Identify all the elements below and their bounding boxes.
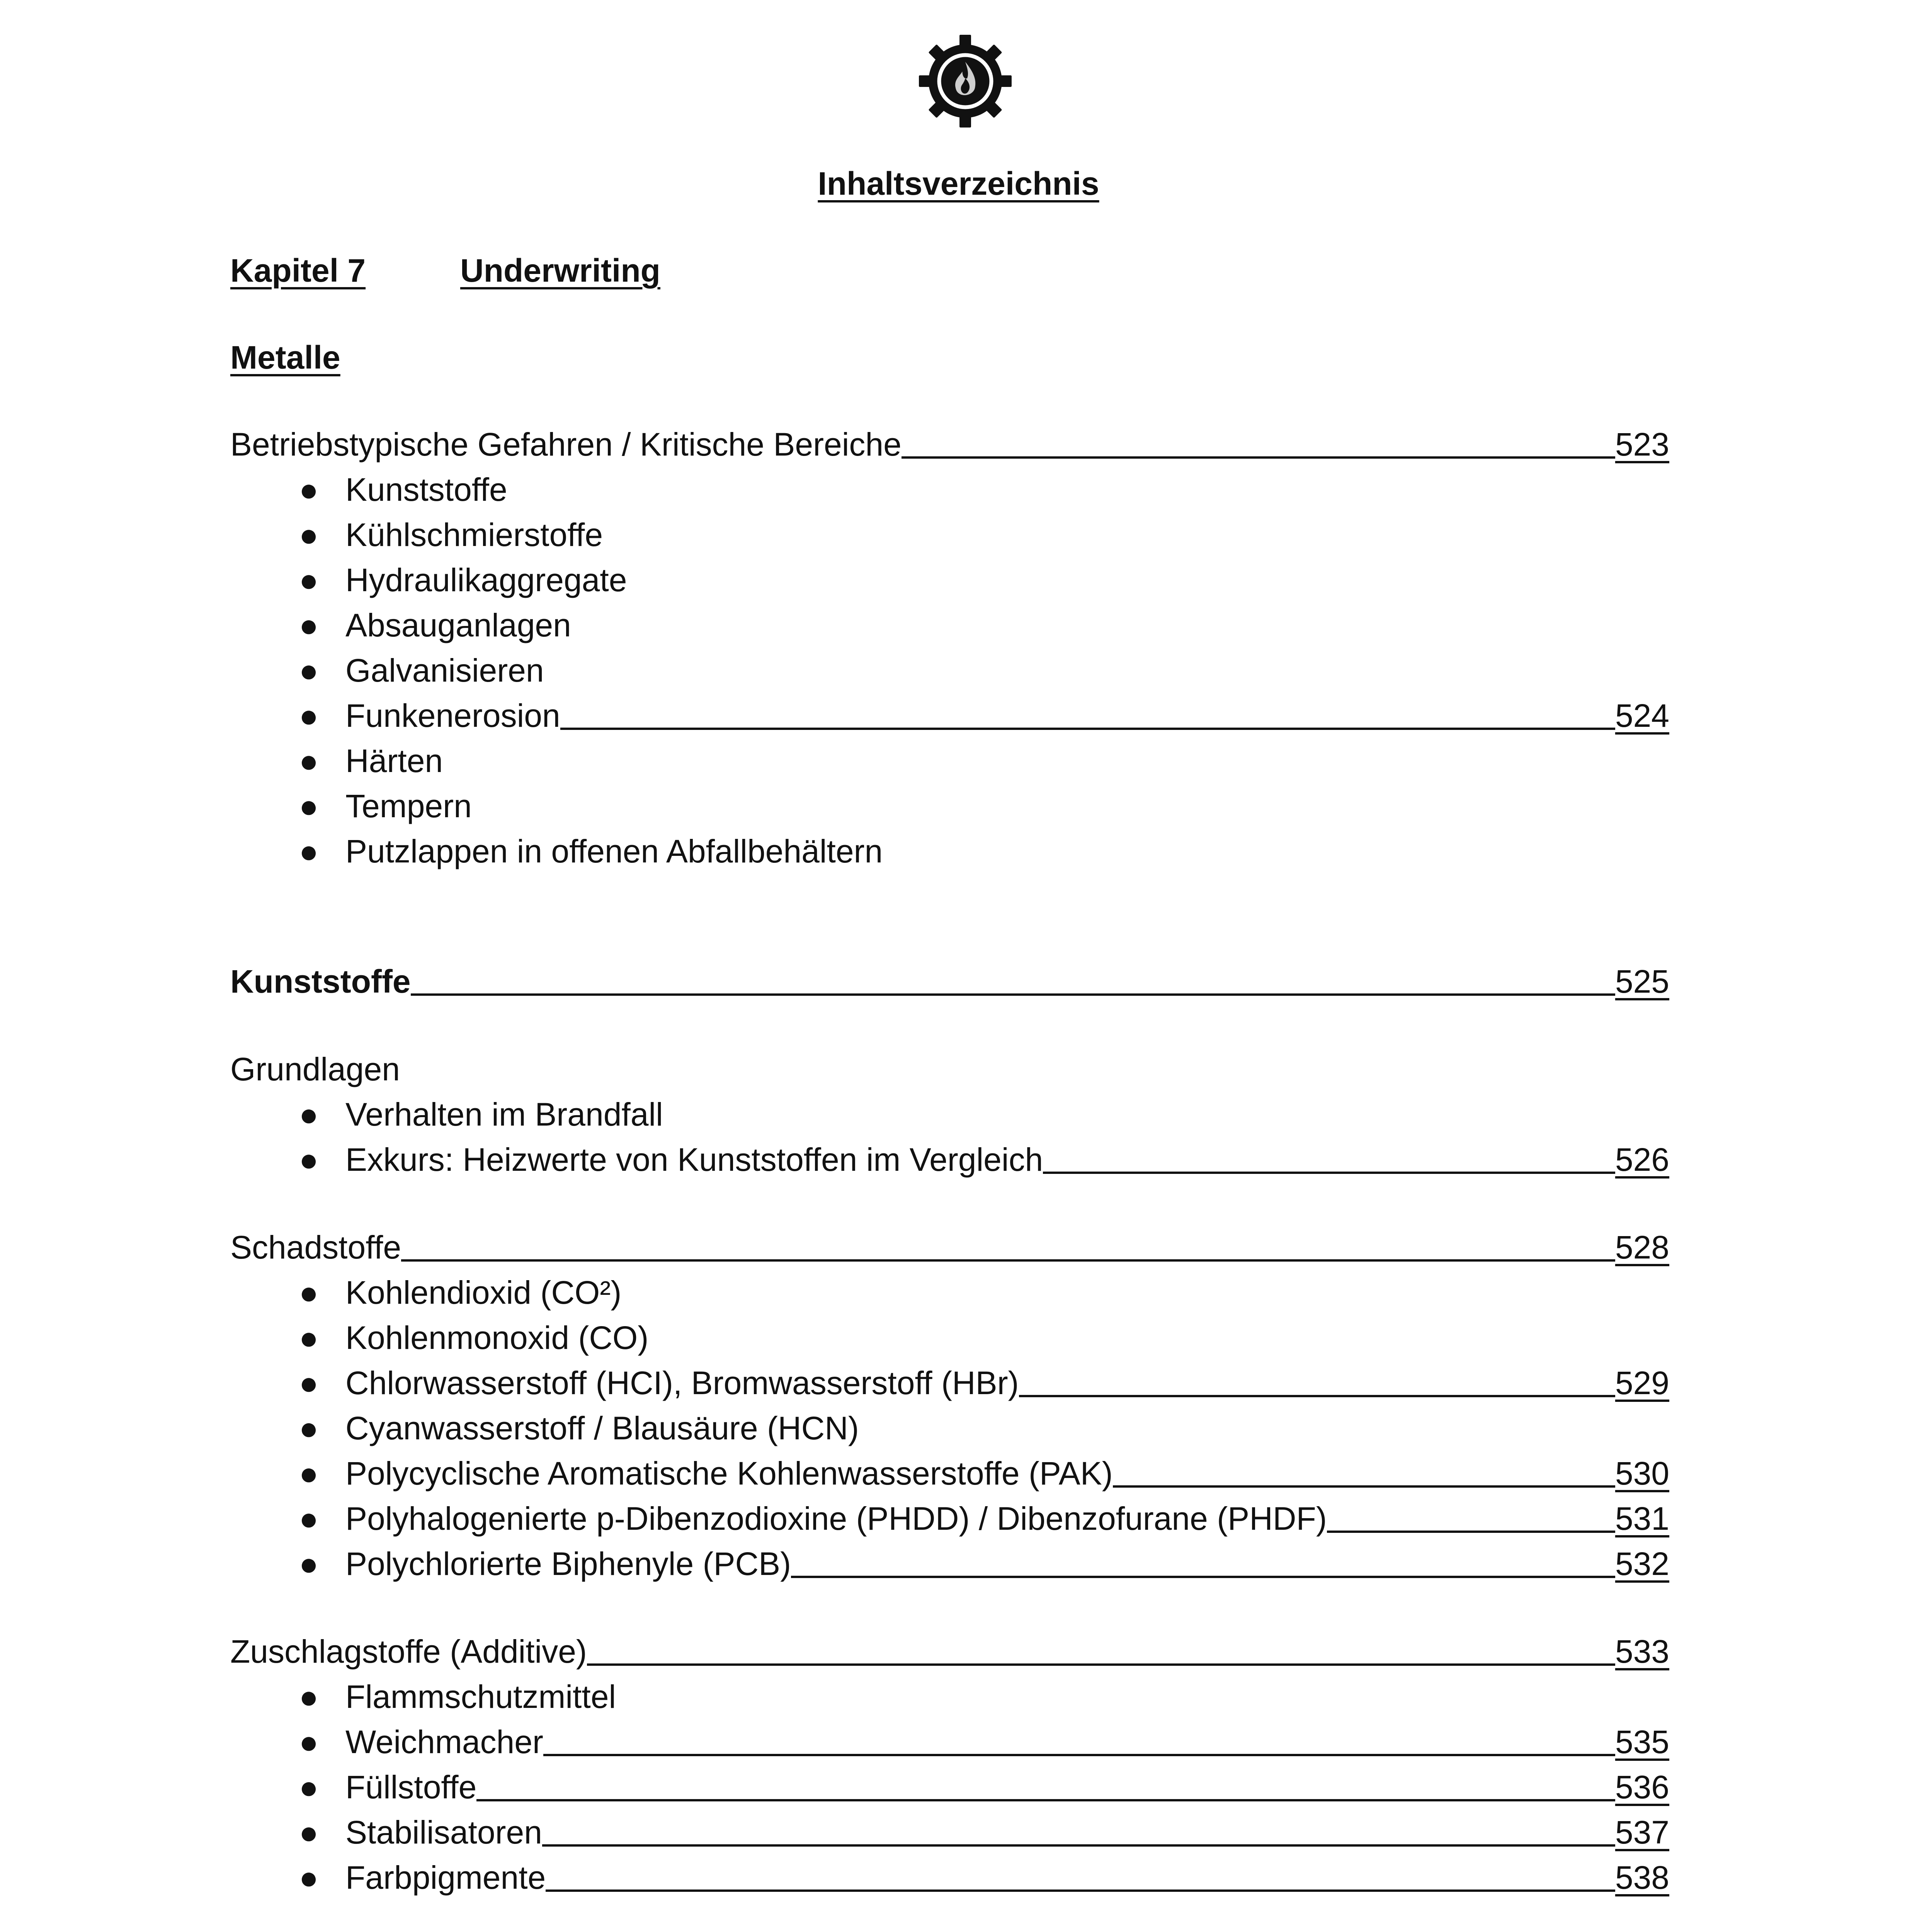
toc-subentry: ● Polycyclische Aromatische Kohlenwasserstoffe (PAK) 530: [345, 1452, 1669, 1495]
bullet-icon: ●: [299, 1679, 319, 1715]
gear-flame-logo-icon: [917, 33, 1014, 129]
bullet-icon: ●: [299, 743, 319, 779]
toc-subentry: ● Kunststoffe: [345, 468, 1669, 511]
bullet-icon: ●: [299, 607, 319, 643]
toc-subentry: ● Füllstoffe 536: [345, 1766, 1669, 1808]
toc-subentry: ● Verhalten im Brandfall: [345, 1093, 1669, 1136]
toc-subentry: ● Exkurs: Heizwerte von Kunststoffen im Vergleich 526: [345, 1138, 1669, 1181]
toc-subentry: ● Härten: [345, 740, 1669, 782]
toc-section-entry: Kunststoffe 525: [230, 963, 1669, 1000]
toc-subentry: ● Weichmacher 535: [345, 1721, 1669, 1763]
bullet-icon: ●: [299, 1724, 319, 1760]
bullet-icon: ●: [299, 1814, 319, 1850]
toc-subentry: ● Chlorwasserstoff (HCI), Bromwasserstoff (HBr) 529: [345, 1362, 1669, 1404]
toc-subentry: ● Absauganlagen: [345, 604, 1669, 646]
toc-subentry: ● Polyhalogenierte p-Dibenzodioxine (PHDD) / Dibenzofurane (PHDF) 531: [345, 1497, 1669, 1540]
toc-subentry: ● Kohlenmonoxid (CO): [345, 1316, 1669, 1359]
toc-subentry: ● Polychlorierte Biphenyle (PCB) 532: [345, 1543, 1669, 1585]
bullet-icon: ●: [299, 833, 319, 869]
toc-subentry: ● Kühlschmierstoffe: [345, 514, 1669, 556]
toc-subentry: ● Hydraulikaggregate: [345, 559, 1669, 601]
bullet-icon: ●: [299, 1365, 319, 1401]
toc-subentry: ● Putzlappen in offenen Abfallbehältern: [345, 830, 1669, 872]
bullet-icon: ●: [299, 788, 319, 824]
chapter-label: Kapitel 7: [230, 252, 366, 289]
toc-entry: Schadstoffe 528: [230, 1229, 1669, 1265]
toc-subentry: ● Flammschutzmittel: [345, 1675, 1669, 1718]
toc-subentry: ● Farbpigmente 538: [345, 1856, 1669, 1899]
bullet-icon: ●: [299, 1500, 319, 1537]
chapter-title: Underwriting: [460, 252, 660, 289]
bullet-icon: ●: [299, 1410, 319, 1446]
toc-subentry: ● Kohlendioxid (CO²): [345, 1271, 1669, 1314]
bullet-icon: ●: [299, 1141, 319, 1178]
toc-subentry: ● Funkenerosion 524: [345, 694, 1669, 737]
toc-subentry: ● Galvanisieren: [345, 649, 1669, 692]
toc-entry: Zuschlagstoffe (Additive) 533: [230, 1633, 1669, 1670]
bullet-icon: ●: [299, 471, 319, 508]
section-title: Metalle: [230, 339, 340, 376]
chapter-heading: [230, 249, 660, 292]
bullet-icon: ●: [299, 1096, 319, 1133]
bullet-icon: ●: [299, 1274, 319, 1311]
bullet-icon: ●: [299, 1769, 319, 1805]
toc-subentry: ● Cyanwasserstoff / Blausäure (HCN): [345, 1407, 1669, 1449]
page-title: Inhaltsverzeichnis: [818, 165, 1099, 202]
bullet-icon: ●: [299, 1455, 319, 1492]
bullet-icon: ●: [299, 1859, 319, 1896]
toc-subentry: ● Stabilisatoren 537: [345, 1811, 1669, 1854]
bullet-icon: ●: [299, 562, 319, 598]
toc-entry: Grundlagen: [230, 1051, 400, 1087]
bullet-icon: ●: [299, 1546, 319, 1582]
bullet-icon: ●: [299, 517, 319, 553]
bullet-icon: ●: [299, 1320, 319, 1356]
bullet-icon: ●: [299, 697, 319, 734]
toc-entry: Betriebstypische Gefahren / Kritische Bereiche 523: [230, 426, 1669, 463]
bullet-icon: ●: [299, 652, 319, 689]
toc-subentry: ● Tempern: [345, 785, 1669, 827]
